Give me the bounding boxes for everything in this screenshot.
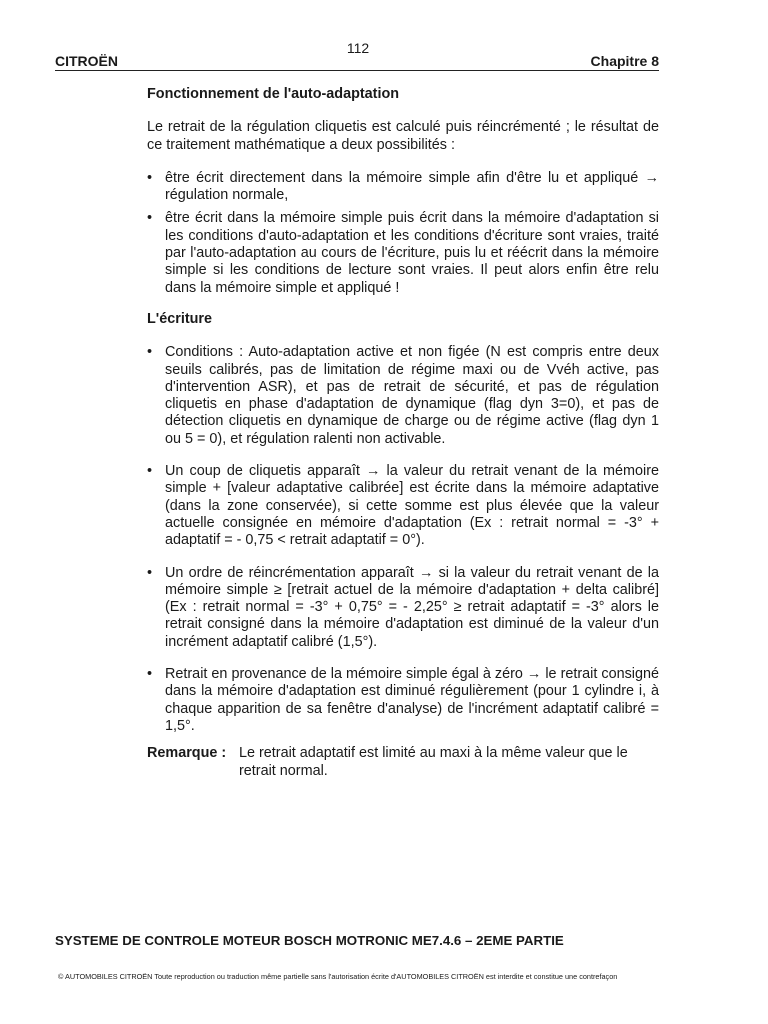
list-item [147, 170, 659, 205]
list-item-text: être écrit dans la mémoire simple puis écrit dans la mémoire d'adaptation si les conditions d'auto-adaptation et les conditions d'écriture sont vraies, traité par l'auto-adaptation au cours de l'écriture, puis lu et réécrit dans la mémoire simple si les conditions de lecture sont vraies. Il peut alors enfin être relu dans la mémoire simple et appliqué ! [165, 210, 659, 296]
page-header [55, 53, 659, 71]
section-title: Fonctionnement de l'auto-adaptation [147, 86, 400, 102]
writing-list [147, 344, 659, 735]
list-item-text: Un coup de cliquetis apparaît → la valeur du retrait venant de la mémoire simple + [valeur adaptative calibrée] est écrite dans la mémoire adaptative (dans la zone conservée), si cette somme est plus élevée que la valeur actuelle consignée en mémoire d'adaptation (Ex : retrait normal = -3° + adaptatif = - 0,75 < retrait adaptatif = 0°). [165, 463, 659, 549]
chapter-label: Chapitre 8 [590, 53, 659, 69]
page-number: 112 [346, 40, 370, 56]
subsection-title: L'écriture [147, 310, 213, 327]
possibilities-list [147, 170, 659, 297]
list-item-text: être écrit directement dans la mémoire simple afin d'être lu et appliqué → régulation normale, [165, 169, 659, 204]
list-item [147, 344, 659, 448]
remark-note [147, 745, 659, 780]
list-item-text: Un ordre de réincrémentation apparaît → si la valeur du retrait venant de la mémoire simple ≥ [retrait actuel de la mémoire d'adaptation + delta calibré] (Ex : retrait normal = -3° + 0,75° = - 2,25° ≥ retrait adaptatif = -3° alors le retrait consigné dans la mémoire d'adaptation est diminué de la valeur d'un incrément adaptatif calibré (1,5°). [165, 564, 659, 650]
list-item [147, 210, 659, 296]
brand-name: CITROËN [55, 53, 118, 69]
remark-text: Le retrait adaptatif est limité au maxi à la même valeur que le retrait normal. [239, 745, 628, 779]
footer-title: SYSTEME DE CONTROLE MOTEUR BOSCH MOTRONIC ME7.4.6 – 2EME PARTIE [55, 933, 564, 948]
bullet-icon: • [147, 666, 153, 683]
remark-label: Remarque : [147, 745, 227, 762]
list-item-text: Retrait en provenance de la mémoire simple égal à zéro → le retrait consigné dans la mémoire d'adaptation est diminué régulièrement (pour 1 cylindre i, à chaque apparition de sa fenêtre d'analyse) de l'incrément adaptatif calibré = 1,5°. [165, 666, 659, 734]
bullet-icon: • [147, 169, 153, 186]
list-item [147, 463, 659, 549]
bullet-icon: • [147, 463, 153, 480]
copyright-notice: © AUTOMOBILES CITROËN Toute reproduction ou traduction même partielle sans l'autorisation écrite d'AUTOMOBILES CITROËN est interdite et constitue une contrefaçon [58, 972, 618, 981]
list-item [147, 666, 659, 735]
intro-paragraph: Le retrait de la régulation cliquetis est calculé puis réincrémenté ; le résultat de ce traitement mathématique a deux possibilités : [147, 119, 659, 153]
bullet-icon: • [147, 344, 153, 361]
list-item-text: Conditions : Auto-adaptation active et non figée (N est compris entre deux seuils calibrés, pas de limitation de régime maxi ou de Vvéh active, pas d'intervention ASR), et pas de retrait de sécurité, et pas de régulation cliquetis en phase d'adaptation de dynamique (flag dyn 3=0), et pas de détection cliquetis en dynamique de charge ou de régime active (flag dyn 1 ou 5 = 0), et régulation ralenti non activable. [165, 344, 659, 447]
list-item [147, 565, 659, 651]
main-content [147, 86, 659, 780]
bullet-icon: • [147, 210, 153, 227]
bullet-icon: • [147, 564, 153, 581]
